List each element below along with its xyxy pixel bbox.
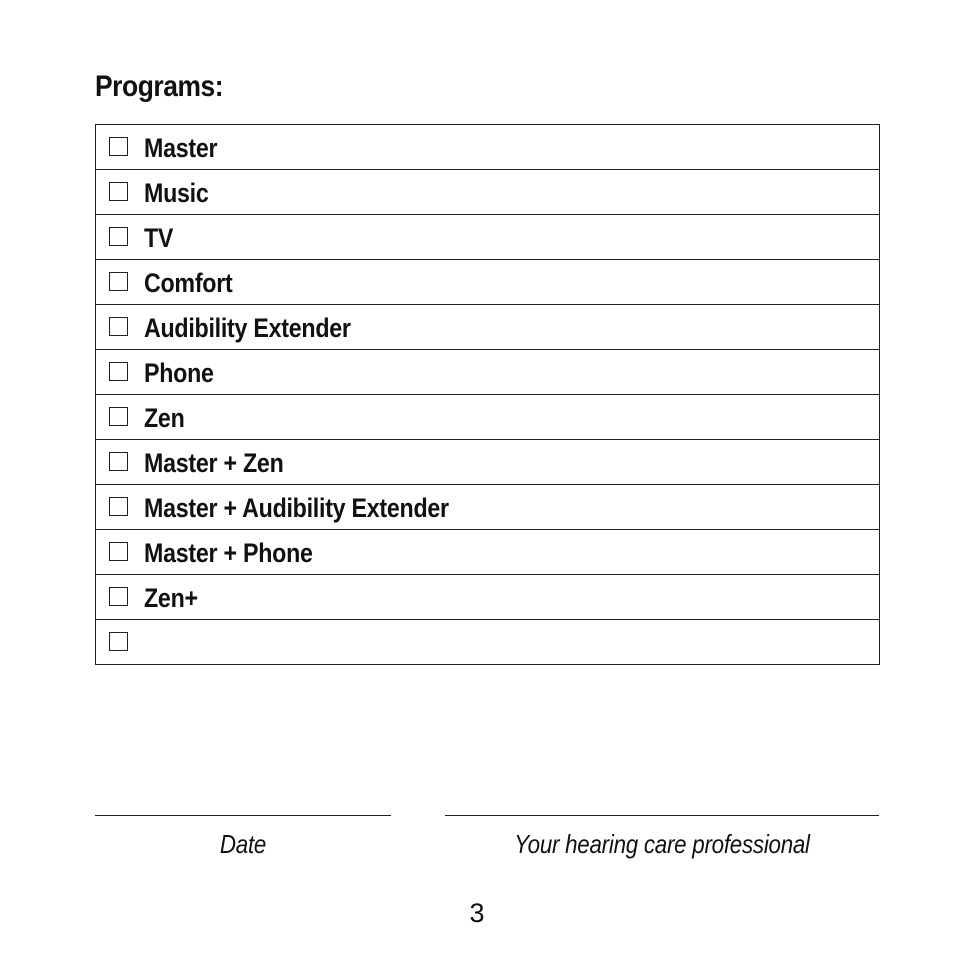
programs-table	[95, 124, 880, 665]
program-label: Master + Audibility Extender	[144, 493, 449, 523]
checkbox-zen-plus[interactable]	[109, 587, 128, 606]
program-row	[96, 170, 879, 215]
page-title: Programs:	[95, 70, 224, 103]
program-row	[96, 530, 879, 575]
checkbox-master-phone[interactable]	[109, 542, 128, 561]
program-label: Zen	[144, 403, 185, 433]
program-label: TV	[144, 223, 174, 253]
checkbox-master-audibility-extender[interactable]	[109, 497, 128, 516]
checkbox-music[interactable]	[109, 182, 128, 201]
checkbox-master[interactable]	[109, 137, 128, 156]
professional-signature-line[interactable]	[445, 815, 879, 816]
program-row	[96, 350, 879, 395]
checkbox-phone[interactable]	[109, 362, 128, 381]
checkbox-tv[interactable]	[109, 227, 128, 246]
checkbox-zen[interactable]	[109, 407, 128, 426]
program-row	[96, 440, 879, 485]
program-row	[96, 305, 879, 350]
program-label: Audibility Extender	[144, 313, 351, 343]
program-label: Master + Zen	[144, 448, 284, 478]
date-signature-line[interactable]	[95, 815, 391, 816]
program-label: Comfort	[144, 268, 233, 298]
checkbox-blank[interactable]	[109, 632, 128, 651]
program-label: Music	[144, 178, 209, 208]
checkbox-comfort[interactable]	[109, 272, 128, 291]
program-label: Phone	[144, 358, 214, 388]
checkbox-audibility-extender[interactable]	[109, 317, 128, 336]
program-row	[96, 395, 879, 440]
program-label: Master	[144, 133, 218, 163]
date-caption: Date	[219, 829, 267, 859]
program-row	[96, 215, 879, 260]
program-label: Zen+	[144, 583, 198, 613]
professional-caption: Your hearing care professional	[514, 829, 810, 859]
program-row-blank	[96, 620, 879, 664]
program-row	[96, 260, 879, 305]
program-row	[96, 485, 879, 530]
checkbox-master-zen[interactable]	[109, 452, 128, 471]
program-label: Master + Phone	[144, 538, 313, 568]
program-row	[96, 575, 879, 620]
page-number: 3	[469, 898, 485, 928]
program-row	[96, 125, 879, 170]
